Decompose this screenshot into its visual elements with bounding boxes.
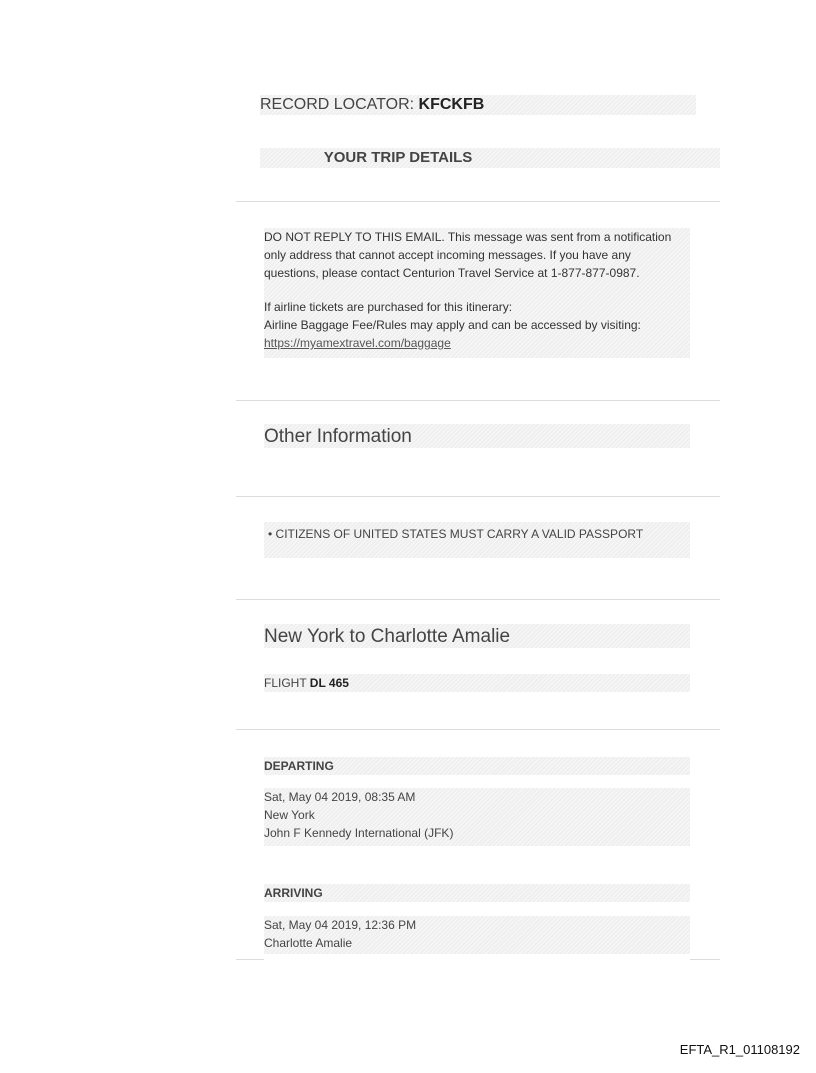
passport-requirement: CITIZENS OF UNITED STATES MUST CARRY A VALID PASSPORT xyxy=(275,527,644,541)
notice-text xyxy=(264,228,690,282)
arriving-label: ARRIVING xyxy=(264,884,690,902)
document-id: EFTA_R1_01108192 xyxy=(679,1042,800,1057)
record-locator xyxy=(260,95,696,115)
route-title: New York to Charlotte Amalie xyxy=(264,624,690,648)
other-information-title: Other Information xyxy=(264,424,690,448)
arriving-details xyxy=(264,916,690,954)
divider xyxy=(236,496,720,497)
departing-city: New York xyxy=(264,808,315,822)
trip-details-heading: YOUR TRIP DETAILS xyxy=(323,149,473,166)
departing-label: DEPARTING xyxy=(264,757,690,775)
divider xyxy=(236,201,720,202)
notice-line: DO NOT REPLY TO THIS EMAIL. This message was sent from a notification xyxy=(264,230,672,244)
divider xyxy=(236,599,720,600)
no-reply-notice xyxy=(264,228,690,358)
arriving-city: Charlotte Amalie xyxy=(264,936,353,950)
divider xyxy=(236,729,720,730)
arriving-datetime: Sat, May 04 2019, 12:36 PM xyxy=(264,918,417,932)
flight-label: FLIGHT xyxy=(264,676,310,690)
divider xyxy=(236,400,720,401)
departing-airport: John F Kennedy International (JFK) xyxy=(264,826,454,840)
flight-number-row xyxy=(264,674,690,692)
divider xyxy=(690,959,720,960)
record-locator-label: RECORD LOCATOR: xyxy=(260,96,419,113)
departing-details xyxy=(264,788,690,846)
baggage-info xyxy=(264,298,690,352)
list-item xyxy=(268,526,688,542)
tickets-line: If airline tickets are purchased for this itinerary: xyxy=(264,300,513,314)
notice-line: only address that cannot accept incoming messages. If you have any xyxy=(264,248,631,262)
baggage-line: Airline Baggage Fee/Rules may apply and can be accessed by visiting: xyxy=(264,318,641,332)
divider xyxy=(236,959,264,960)
flight-number: DL 465 xyxy=(309,676,349,690)
departing-datetime: Sat, May 04 2019, 08:35 AM xyxy=(264,790,416,804)
bullet: • xyxy=(268,527,273,541)
record-locator-code: KFCKFB xyxy=(418,96,485,113)
notice-line: questions, please contact Centurion Travel Service at 1-877-877-0987. xyxy=(264,266,640,280)
baggage-link[interactable]: https://myamextravel.com/baggage xyxy=(264,336,451,350)
